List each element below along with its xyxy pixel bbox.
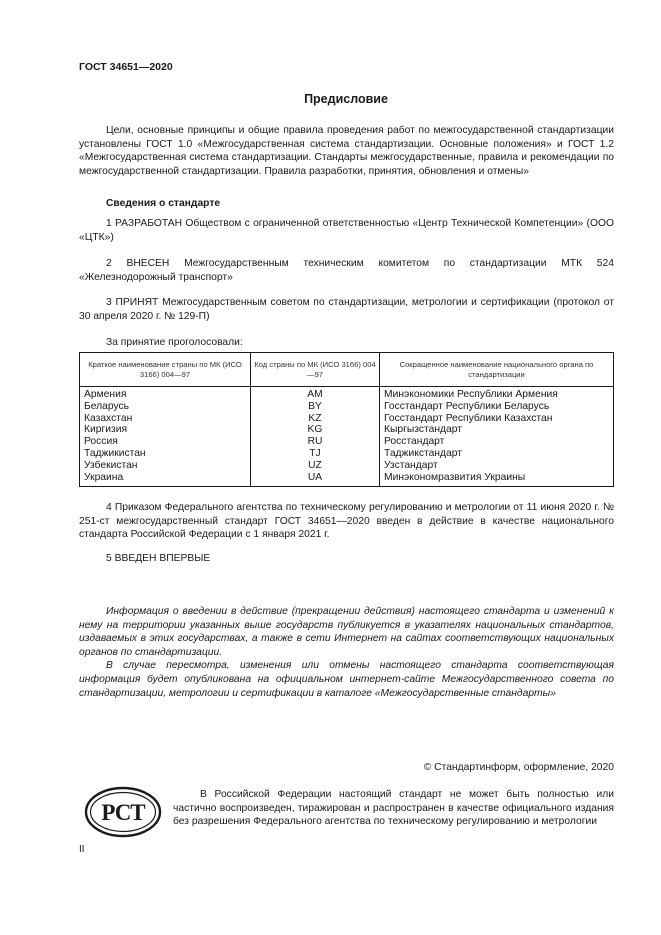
table-row: [80, 424, 614, 436]
country-cell: Киргизия: [80, 424, 251, 436]
item-3: 3 ПРИНЯТ Межгосударственным советом по стандартизации, метрологии и сертификации (протокол от 30 апреля 2020 г. № 129-П): [79, 297, 614, 322]
country-cell: Беларусь: [80, 401, 251, 413]
item-4: 4 Приказом Федерального агентства по техническому регулированию и метрологии от 11 июня 2020 г. № 251-ст межгосударственный стандарт ГОСТ 34651—2020 введен в действие в качестве национального стандарта Российской Федерации с 1 января 2021 г.: [79, 502, 614, 541]
country-cell: Узбекистан: [80, 460, 251, 472]
voting-table: [79, 352, 614, 487]
table-header-row: [80, 353, 614, 387]
table-row: [80, 387, 614, 401]
table-row: [80, 413, 614, 425]
table-row: [80, 401, 614, 413]
code-cell: KG: [251, 424, 380, 436]
country-cell: Украина: [80, 472, 251, 487]
item-5: 5 ВВЕДЕН ВПЕРВЫЕ: [106, 553, 211, 564]
info-block: [79, 605, 614, 700]
code-cell: BY: [251, 401, 380, 413]
table-row: [80, 448, 614, 460]
intro-paragraph: Цели, основные принципы и общие правила проведения работ по межгосударственной стандартизации установлены ГОСТ 1.0 «Межгосударственная система стандартизации. Основные положения» и ГОСТ 1.2 «Межгосударственная система стандартизации. Стандарты межгосударственные, правила и рекомендации по межгосударственной стандартизации. Правила разработки, принятия, обновления и отмены»: [79, 125, 614, 177]
rst-logo-graphic: [84, 786, 162, 838]
code-cell: UA: [251, 472, 380, 487]
code-cell: KZ: [251, 413, 380, 425]
copyright-notice: © Стандартинформ, оформление, 2020: [423, 762, 614, 773]
table-row: [80, 460, 614, 472]
column-header-country: Краткое наименование страны по МК (ИСО 3166) 004—97: [80, 353, 251, 387]
item-1: 1 РАЗРАБОТАН Обществом с ограниченной ответственностью «Центр Технической Компетенции» (ООО «ЦТК»): [79, 218, 614, 243]
page-title: Предисловие: [304, 92, 388, 106]
authority-cell: Госстандарт Республики Беларусь: [380, 401, 614, 413]
legal-notice: В Российской Федерации настоящий стандарт не может быть полностью или частично воспроизведен, тиражирован и распространен в качестве официального издания без разрешения Федерального агентства по техническому регулированию и метрологии: [173, 789, 614, 828]
info-paragraph-2: В случае пересмотра, изменения или отмены настоящего стандарта соответствующая информация будет опубликована на официальном интернет-сайте Межгосударственного совета по стандартизации, метрологии и сертификации в каталоге «Межгосударственные стандарты»: [79, 660, 614, 699]
table-row: [80, 436, 614, 448]
authority-cell: Росстандарт: [380, 436, 614, 448]
authority-cell: Узстандарт: [380, 460, 614, 472]
country-cell: Россия: [80, 436, 251, 448]
authority-cell: Госстандарт Республики Казахстан: [380, 413, 614, 425]
item-2: 2 ВНЕСЕН Межгосударственным техническим комитетом по стандартизации МТК 524 «Железнодорожный транспорт»: [79, 258, 614, 283]
authority-cell: Таджикстандарт: [380, 448, 614, 460]
logo-text: РСТ: [101, 800, 145, 825]
authority-cell: Кыргызстандарт: [380, 424, 614, 436]
info-paragraph-1: Информация о введении в действие (прекращении действия) настоящего стандарта и изменений к нему на территории указанных выше государств публикуется в указателях национальных стандартов, издаваемых в этих государствах, а также в сети Интернет на сайтах соответствующих национальных органов по стандартизации.: [79, 606, 614, 658]
code-cell: UZ: [251, 460, 380, 472]
authority-cell: Минэкономики Республики Армения: [380, 387, 614, 401]
section-title: Сведения о стандарте: [106, 198, 221, 209]
column-header-code: Код страны по МК (ИСО 3166) 004—97: [251, 353, 380, 387]
rst-logo-icon: [84, 786, 162, 843]
country-cell: Таджикистан: [80, 448, 251, 460]
column-header-authority: Сокращенное наименование национального органа по стандартизации: [380, 353, 614, 387]
authority-cell: Минэкономразвития Украины: [380, 472, 614, 487]
code-cell: RU: [251, 436, 380, 448]
page-number: II: [79, 844, 85, 855]
document-header: ГОСТ 34651—2020: [79, 61, 173, 73]
code-cell: AM: [251, 387, 380, 401]
code-cell: TJ: [251, 448, 380, 460]
country-cell: Казахстан: [80, 413, 251, 425]
country-cell: Армения: [80, 387, 251, 401]
table-row: [80, 472, 614, 487]
vote-caption: За принятие проголосовали:: [106, 337, 243, 348]
